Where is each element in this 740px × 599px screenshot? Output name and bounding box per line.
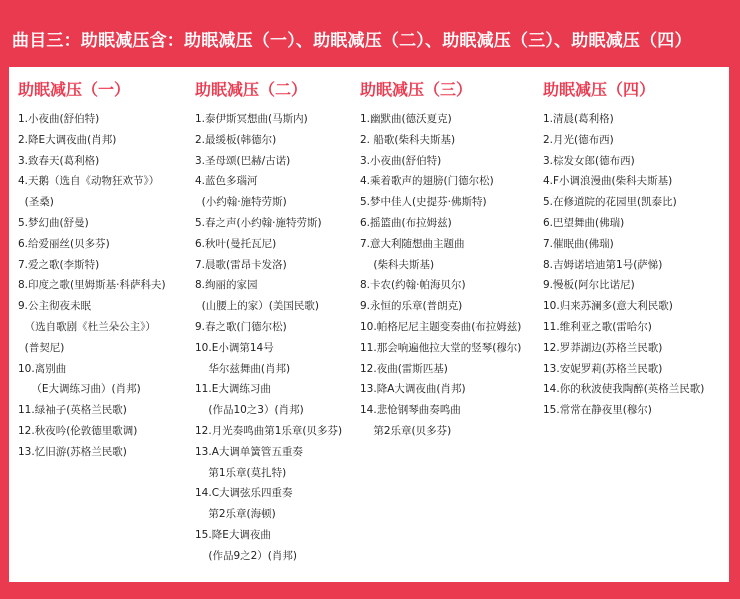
track-item: 7.晨歌(雷昂卡发洛) — [195, 258, 287, 271]
track-item: 11.绿袖子(英格兰民歌) — [18, 404, 127, 417]
track-item: 12.夜曲(雷斯匹基) — [360, 362, 448, 375]
track-item: 第1乐章(莫扎特) — [195, 466, 287, 479]
track-item: 4.乘着歌声的翅膀(门德尔松) — [360, 175, 494, 188]
track-item: 11.维利亚之歌(雷哈尔) — [543, 320, 652, 333]
track-item: 2.降E大调夜曲(肖邦) — [18, 133, 117, 146]
track-item: 10.帕格尼尼主题变奏曲(布拉姆兹) — [360, 320, 522, 333]
track-item: 2. 船歌(柴科夫斯基) — [360, 133, 456, 146]
track-item: (小约翰·施特劳斯) — [195, 196, 287, 209]
track-item: 1.清晨(葛利格) — [543, 113, 614, 125]
page-title: 曲目三：助眠减压含：助眠减压（一）、助眠减压（二）、助眠减压（三）、助眠减压（四） — [12, 31, 692, 51]
track-item: 华尔兹舞曲(肖邦) — [195, 362, 291, 375]
track-item: (作品10之3）(肖邦) — [195, 404, 304, 417]
track-item: 14.C大调弦乐四重奏 — [195, 487, 293, 500]
track-item: 6.给爱丽丝(贝多芬) — [18, 237, 110, 250]
column-sleep-1 — [18, 77, 190, 463]
track-item: 5.梦幻曲(舒曼) — [18, 216, 89, 229]
track-item: 9.慢板(阿尔比诺尼) — [543, 279, 635, 292]
track-item: 9.公主彻夜未眠 — [18, 300, 92, 313]
track-item: 4.天鹅（选自《动物狂欢节》） — [18, 175, 160, 188]
track-list — [18, 109, 190, 463]
track-item: 8.卡农(约翰·帕海贝尔) — [360, 279, 466, 292]
track-item: 9.永恒的乐章(普朗克) — [360, 300, 463, 313]
track-item: 15.常常在静夜里(穆尔) — [543, 404, 652, 417]
track-item: 13.A大调单簧管五重奏 — [195, 445, 303, 458]
track-item: 5.春之声(小约翰·施特劳斯) — [195, 216, 322, 229]
track-list — [195, 109, 359, 567]
track-item: 9.春之歌(门德尔松) — [195, 320, 287, 333]
track-item: 1.泰伊斯冥想曲(马斯内) — [195, 113, 308, 125]
track-item: 3.致春天(葛利格) — [18, 154, 100, 167]
track-item: 5.在修道院的花园里(凯泰比) — [543, 196, 677, 209]
track-item: 2.月光(德布西) — [543, 133, 614, 146]
track-item: 8.吉姆诺培迪第1号(萨悌) — [543, 258, 663, 271]
track-item: 6.秋叶(曼托瓦尼) — [195, 237, 277, 250]
column-title: 助眠减压（一） — [18, 80, 131, 99]
track-item: (柴科夫斯基) — [360, 258, 435, 271]
track-item: 3.小夜曲(舒伯特) — [360, 154, 442, 167]
track-item: 10.离别曲 — [18, 362, 67, 375]
track-item: 15.降E大调夜曲 — [195, 528, 271, 541]
track-item: 6.巴望舞曲(佛瑞) — [543, 216, 625, 229]
track-item: 13.忆旧游(苏格兰民歌) — [18, 445, 127, 458]
track-item: 8.印度之歌(里姆斯基·科萨科夫) — [18, 279, 166, 292]
track-item: 13.安妮罗莉(苏格兰民歌) — [543, 362, 663, 375]
track-item: (山腰上的家）(美国民歌) — [195, 300, 319, 313]
track-item: 4.F小调浪漫曲(柴科夫斯基) — [543, 175, 673, 188]
track-item: 13.降A大调夜曲(肖邦) — [360, 383, 466, 396]
track-item: 第2乐章(贝多芬) — [360, 424, 452, 437]
track-item: 4.蓝色多瑙河 — [195, 175, 258, 188]
header-bar — [0, 0, 740, 70]
track-item: 3.棕发女郎(德布西) — [543, 154, 635, 167]
track-list — [543, 109, 723, 421]
track-item: 7.意大利随想曲主题曲 — [360, 237, 465, 250]
track-item: 8.绚丽的家园 — [195, 279, 258, 292]
track-item: 第2乐章(海顿) — [195, 508, 276, 521]
track-item: 14.悲怆钢琴曲奏鸣曲 — [360, 404, 461, 417]
track-item: (圣桑) — [18, 196, 54, 209]
track-item: (作品9之2）(肖邦) — [195, 549, 298, 562]
track-item: (普契尼) — [18, 341, 65, 354]
track-item: 12.秋夜吟(伦敦德里歌调) — [18, 424, 138, 437]
track-item: 1.幽默曲(德沃夏克) — [360, 113, 452, 125]
track-item: 5.梦中佳人(史提芬·佛斯特) — [360, 196, 487, 209]
track-item: 7.催眠曲(佛瑞) — [543, 237, 614, 250]
track-item: 6.摇篮曲(布拉姆兹) — [360, 216, 452, 229]
track-item: 1.小夜曲(舒伯特) — [18, 113, 100, 125]
column-title: 助眠减压（四） — [543, 80, 656, 99]
column-sleep-4 — [543, 77, 723, 421]
track-item: 14.你的秋波使我陶醉(英格兰民歌) — [543, 383, 705, 396]
track-item: 10.归来苏澜多(意大利民歌) — [543, 300, 673, 313]
content-panel — [9, 67, 729, 582]
track-item: 11.E大调练习曲 — [195, 383, 271, 396]
column-sleep-2 — [195, 77, 359, 567]
track-item: 7.爱之歌(李斯特) — [18, 258, 100, 271]
track-item: 10.E小调第14号 — [195, 341, 274, 354]
track-item: 2.最缓板(韩德尔) — [195, 133, 277, 146]
track-item: 12.月光奏鸣曲第1乐章(贝多芬) — [195, 424, 343, 437]
track-item: （E大调练习曲）(肖邦) — [18, 383, 141, 396]
column-sleep-3 — [360, 77, 540, 442]
column-title: 助眠减压（二） — [195, 80, 308, 99]
track-item: 12.罗莽湖边(苏格兰民歌) — [543, 341, 663, 354]
track-item: 11.那会响遍他拉大堂的竖琴(穆尔) — [360, 341, 522, 354]
column-title: 助眠减压（三） — [360, 80, 473, 99]
track-item: （选自歌剧《杜兰朵公主》） — [18, 320, 156, 333]
track-item: 3.圣母颂(巴赫/古诺) — [195, 154, 291, 167]
track-list — [360, 109, 540, 442]
